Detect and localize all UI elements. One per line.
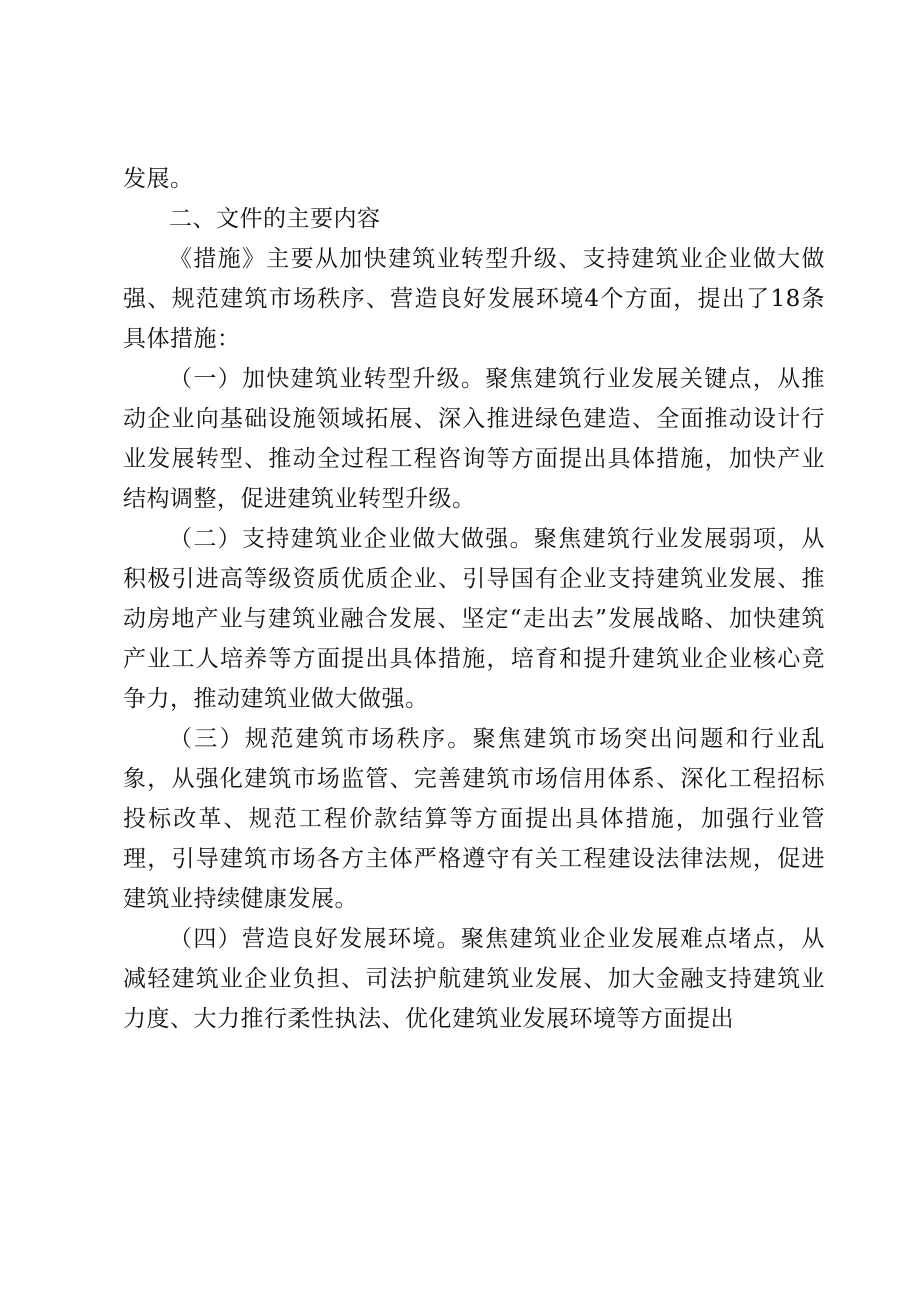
paragraph-item-4: （四）营造良好发展环境。聚焦建筑业企业发展难点堵点，从减轻建筑业企业负担、司法护航建筑业发展、加大金融支持建筑业力度、大力推行柔性执法、优化建筑业发展环境等方面提出 xyxy=(123,926,825,1032)
paragraph-item-3: （三）规范建筑市场秩序。聚焦建筑市场突出问题和行业乱象，从强化建筑市场监管、完善建筑市场信用体系、深化工程招标投标改革、规范工程价款结算等方面提出具体措施，加强行业管理，引导建筑市场各方主体严格遵守有关工程建设法律法规，促进建筑业持续健康发展。 xyxy=(123,726,825,912)
paragraph-item-2: （二）支持建筑业企业做大做强。聚焦建筑行业发展弱项，从积极引进高等级资质优质企业、引导国有企业支持建筑业发展、推动房地产业与建筑业融合发展、坚定“走出去”发展战略、加快建筑产业工人培养等方面提出具体措施，培育和提升建筑业企业核心竞争力，推动建筑业做大做强。 xyxy=(123,526,825,712)
document-body xyxy=(123,159,825,1039)
section-heading: 二、文件的主要内容 xyxy=(169,206,381,232)
paragraph-intro: 《措施》主要从加快建筑业转型升级、支持建筑业企业做大做强、规范建筑市场秩序、营造良好发展环境4个方面，提出了18条具体措施： xyxy=(123,246,825,352)
paragraph-continuation: 发展。 xyxy=(123,166,194,192)
paragraph-item-1: （一）加快建筑业转型升级。聚焦建筑行业发展关键点，从推动企业向基础设施领域拓展、深入推进绿色建造、全面推动设计行业发展转型、推动全过程工程咨询等方面提出具体措施，加快产业结构调整，促进建筑业转型升级。 xyxy=(123,366,825,512)
